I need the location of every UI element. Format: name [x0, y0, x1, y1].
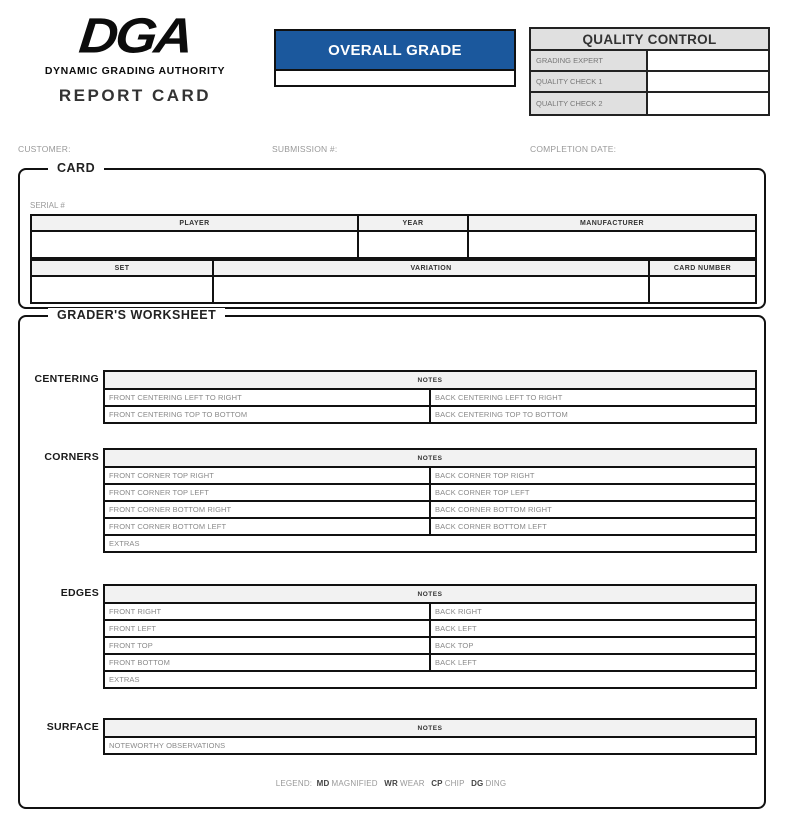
legend-code-dg: DG [471, 779, 484, 788]
back-corner-top-right-field[interactable]: BACK CORNER TOP RIGHT [435, 471, 535, 480]
surface-section-label: SURFACE [46, 721, 99, 733]
graders-worksheet-title: GRADER'S WORKSHEET [48, 308, 225, 322]
table-row [105, 405, 755, 422]
quality-check-2-label: QUALITY CHECK 2 [531, 93, 648, 114]
player-value-field[interactable] [32, 232, 359, 257]
noteworthy-observations-field[interactable]: NOTEWORTHY OBSERVATIONS [109, 741, 226, 750]
set-value-field[interactable] [32, 277, 214, 302]
year-value-field[interactable] [359, 232, 469, 257]
legend-prefix: LEGEND: [275, 779, 313, 788]
back-centering-left-right-field[interactable]: BACK CENTERING LEFT TO RIGHT [435, 393, 563, 402]
quality-check-1-field[interactable] [648, 72, 768, 91]
table-header-row [32, 216, 755, 232]
table-row [32, 277, 755, 302]
back-centering-top-bottom-field[interactable]: BACK CENTERING TOP TO BOTTOM [435, 410, 568, 419]
table-row [105, 636, 755, 653]
card-identity-table [30, 214, 757, 259]
front-right-edge-field[interactable]: FRONT RIGHT [105, 604, 431, 619]
customer-label: CUSTOMER: [18, 144, 71, 154]
front-corner-top-left-field[interactable]: FRONT CORNER TOP LEFT [105, 485, 431, 500]
table-row [531, 72, 768, 93]
table-row [105, 619, 755, 636]
corners-table [103, 448, 757, 553]
edges-table [103, 584, 757, 689]
corners-extras-field[interactable]: EXTRAS [109, 539, 140, 548]
variation-value-field[interactable] [214, 277, 650, 302]
centering-section-label: CENTERING [34, 373, 99, 385]
brand-tagline: DYNAMIC GRADING AUTHORITY [44, 65, 226, 77]
table-row [531, 51, 768, 72]
overall-grade-header: OVERALL GRADE [274, 29, 516, 71]
table-row [105, 483, 755, 500]
serial-number-label: SERIAL # [30, 201, 65, 210]
quality-control-title: QUALITY CONTROL [531, 29, 768, 51]
legend-meaning-magnified: MAGNIFIED [331, 779, 378, 788]
back-bottom-edge-field[interactable]: BACK LEFT [435, 658, 477, 667]
front-corner-bottom-left-field[interactable]: FRONT CORNER BOTTOM LEFT [105, 519, 431, 534]
table-row [531, 93, 768, 114]
back-corner-top-left-field[interactable]: BACK CORNER TOP LEFT [435, 488, 530, 497]
brand-block [28, 8, 242, 106]
back-corner-bottom-right-field[interactable]: BACK CORNER BOTTOM RIGHT [435, 505, 552, 514]
card-section [18, 161, 766, 309]
dga-logo: DGA [76, 8, 194, 64]
abbreviation-legend [20, 779, 764, 788]
grading-expert-label: GRADING EXPERT [531, 51, 648, 70]
completion-date-label: COMPLETION DATE: [530, 144, 617, 154]
page-title: REPORT CARD [58, 86, 212, 105]
variation-column-header: VARIATION [214, 261, 650, 275]
table-row [105, 466, 755, 483]
back-left-edge-field[interactable]: BACK LEFT [435, 624, 477, 633]
card-set-table [30, 259, 757, 304]
card-number-column-header: CARD NUMBER [673, 264, 732, 272]
customer-field-group [18, 144, 153, 154]
legend-meaning-chip: CHIP [444, 779, 465, 788]
manufacturer-value-field[interactable] [469, 232, 755, 257]
edges-section-label: EDGES [60, 587, 99, 599]
notes-column-header: NOTES [105, 586, 755, 602]
centering-table [103, 370, 757, 424]
legend-code-wr: WR [384, 779, 398, 788]
quality-check-2-field[interactable] [648, 93, 768, 114]
front-left-edge-field[interactable]: FRONT LEFT [105, 621, 431, 636]
manufacturer-column-header: MANUFACTURER [580, 219, 644, 227]
table-row [105, 602, 755, 619]
table-row [105, 670, 755, 687]
front-bottom-edge-field[interactable]: FRONT BOTTOM [105, 655, 431, 670]
legend-code-cp: CP [431, 779, 443, 788]
back-right-edge-field[interactable]: BACK RIGHT [435, 607, 482, 616]
table-row [105, 653, 755, 670]
table-row [105, 500, 755, 517]
back-corner-bottom-left-field[interactable]: BACK CORNER BOTTOM LEFT [435, 522, 547, 531]
table-header-row [32, 261, 755, 277]
overall-grade-value-field[interactable] [274, 71, 516, 87]
legend-code-md: MD [316, 779, 330, 788]
table-row [105, 517, 755, 534]
year-column-header: YEAR [359, 216, 469, 230]
notes-column-header: NOTES [105, 720, 755, 736]
table-row [105, 388, 755, 405]
corners-section-label: CORNERS [44, 451, 99, 463]
overall-grade-block [274, 29, 516, 87]
notes-column-header: NOTES [105, 372, 755, 388]
graders-worksheet-section [18, 308, 766, 809]
set-column-header: SET [32, 261, 214, 275]
submission-label: SUBMISSION #: [272, 144, 338, 154]
table-row [105, 534, 755, 551]
front-centering-left-right-field[interactable]: FRONT CENTERING LEFT TO RIGHT [105, 390, 431, 405]
edges-extras-field[interactable]: EXTRAS [109, 675, 140, 684]
player-column-header: PLAYER [32, 216, 359, 230]
front-centering-top-bottom-field[interactable]: FRONT CENTERING TOP TO BOTTOM [105, 407, 431, 422]
front-top-edge-field[interactable]: FRONT TOP [105, 638, 431, 653]
legend-meaning-wear: WEAR [399, 779, 425, 788]
submission-field-group [272, 144, 420, 154]
front-corner-bottom-right-field[interactable]: FRONT CORNER BOTTOM RIGHT [105, 502, 431, 517]
legend-meaning-ding: DING [485, 779, 507, 788]
notes-column-header: NOTES [105, 450, 755, 466]
back-top-edge-field[interactable]: BACK TOP [435, 641, 474, 650]
quality-check-1-label: QUALITY CHECK 1 [531, 72, 648, 91]
grading-expert-field[interactable] [648, 51, 768, 70]
card-number-value-field[interactable] [650, 277, 755, 302]
surface-table [103, 718, 757, 755]
front-corner-top-right-field[interactable]: FRONT CORNER TOP RIGHT [105, 468, 431, 483]
card-section-title: CARD [48, 161, 104, 175]
completion-date-field-group [530, 144, 699, 154]
quality-control-table [529, 27, 770, 116]
table-row [32, 232, 755, 257]
table-row [105, 736, 755, 753]
